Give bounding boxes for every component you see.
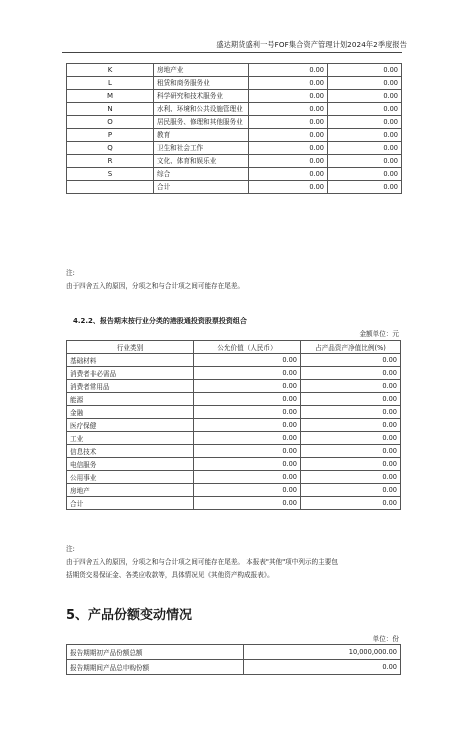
nav-ratio: 0.00 [301, 380, 401, 393]
note-text-line-1: 由于四舍五入的原因，分项之和与合计项之间可能存在尾差。 本报表"其他"项中列示的主要包 [66, 558, 338, 566]
nav-ratio: 0.00 [328, 129, 402, 142]
note-block-1 [66, 267, 244, 293]
industry-name: 房地产 [67, 484, 194, 497]
fair-value: 0.00 [194, 471, 301, 484]
industry-name: 卫生和社会工作 [154, 142, 249, 155]
table-row [67, 90, 402, 103]
note-label: 注: [66, 545, 75, 553]
industry-code: P [67, 129, 154, 142]
nav-ratio: 0.00 [328, 64, 402, 77]
fair-value: 0.00 [194, 393, 301, 406]
industry-name: 消费者常用品 [67, 380, 194, 393]
hk-connect-industry-table [66, 340, 401, 510]
fair-value: 0.00 [249, 77, 328, 90]
note-text: 由于四舍五入的原因，分项之和与合计项之间可能存在尾差。 [66, 282, 245, 290]
nav-ratio: 0.00 [328, 181, 402, 194]
table-row [67, 445, 401, 458]
nav-ratio: 0.00 [301, 445, 401, 458]
fair-value: 0.00 [249, 142, 328, 155]
nav-ratio: 0.00 [328, 77, 402, 90]
table-row [67, 419, 401, 432]
fair-value: 0.00 [249, 64, 328, 77]
fair-value: 0.00 [249, 116, 328, 129]
fair-value: 0.00 [249, 90, 328, 103]
nav-ratio: 0.00 [328, 116, 402, 129]
industry-name: 公用事业 [67, 471, 194, 484]
nav-ratio: 0.00 [301, 393, 401, 406]
column-header-nav-ratio: 占产品资产净值比例(%) [301, 341, 401, 354]
industry-name: 科学研究和技术服务业 [154, 90, 249, 103]
nav-ratio: 0.00 [328, 168, 402, 181]
nav-ratio: 0.00 [301, 432, 401, 445]
share-item-label: 报告期期间产品总申购份额 [67, 660, 244, 675]
fair-value: 0.00 [194, 354, 301, 367]
industry-name: 电信服务 [67, 458, 194, 471]
table-row [67, 64, 402, 77]
industry-name: 综合 [154, 168, 249, 181]
table-row [67, 406, 401, 419]
table-row [67, 660, 401, 675]
nav-ratio: 0.00 [328, 155, 402, 168]
table-row [67, 484, 401, 497]
industry-code: S [67, 168, 154, 181]
table-row [67, 354, 401, 367]
table-row [67, 393, 401, 406]
industry-name: 水利、环境和公共设施管理业 [154, 103, 249, 116]
section-title-4-2-2: 4.2.2、报告期末按行业分类的港股通投资股票投资组合 [73, 317, 247, 325]
industry-code: Q [67, 142, 154, 155]
industry-code: O [67, 116, 154, 129]
nav-ratio: 0.00 [301, 367, 401, 380]
table-row-total [67, 181, 402, 194]
share-item-value: 10,000,000.00 [244, 645, 401, 660]
table-row [67, 155, 402, 168]
fair-value: 0.00 [194, 497, 301, 510]
industry-code: K [67, 64, 154, 77]
table-row [67, 380, 401, 393]
page-header: 盛达期货盛利一号FOF集合资产管理计划2024年2季度报告 [216, 40, 407, 49]
fair-value: 0.00 [194, 432, 301, 445]
industry-name: 居民服务、修理和其他服务业 [154, 116, 249, 129]
table-row [67, 103, 402, 116]
share-change-table [66, 644, 401, 675]
industry-name: 工业 [67, 432, 194, 445]
nav-ratio: 0.00 [301, 406, 401, 419]
table-row [67, 129, 402, 142]
nav-ratio: 0.00 [301, 471, 401, 484]
industry-name: 医疗保健 [67, 419, 194, 432]
table-row-total [67, 497, 401, 510]
fair-value: 0.00 [249, 168, 328, 181]
nav-ratio: 0.00 [328, 90, 402, 103]
table-row [67, 142, 402, 155]
fair-value: 0.00 [194, 367, 301, 380]
fair-value: 0.00 [194, 458, 301, 471]
industry-name: 消费者非必需品 [67, 367, 194, 380]
industry-name: 文化、体育和娱乐业 [154, 155, 249, 168]
note-block-2 [66, 543, 406, 582]
nav-ratio: 0.00 [301, 484, 401, 497]
nav-ratio: 0.00 [328, 103, 402, 116]
industry-name: 合计 [67, 497, 194, 510]
industry-code: R [67, 155, 154, 168]
share-item-value: 0.00 [244, 660, 401, 675]
fair-value: 0.00 [249, 129, 328, 142]
industry-code: N [67, 103, 154, 116]
table-row [67, 77, 402, 90]
table-row [67, 432, 401, 445]
header-divider [62, 52, 402, 53]
fair-value: 0.00 [249, 155, 328, 168]
table-row [67, 367, 401, 380]
industry-allocation-table [66, 63, 402, 194]
table-header-row [67, 341, 401, 354]
fair-value: 0.00 [194, 484, 301, 497]
note-text-line-2: 括期货交易保证金、各类应收款等，具体情况见《其他资产构成报表》。 [66, 571, 274, 579]
nav-ratio: 0.00 [301, 458, 401, 471]
industry-name: 合计 [154, 181, 249, 194]
table-row [67, 458, 401, 471]
nav-ratio: 0.00 [301, 497, 401, 510]
column-header-fair-value: 公允价值（人民币） [194, 341, 301, 354]
industry-name: 能源 [67, 393, 194, 406]
note-label: 注: [66, 269, 75, 277]
industry-name: 教育 [154, 129, 249, 142]
fair-value: 0.00 [194, 380, 301, 393]
industry-code [67, 181, 154, 194]
industry-name: 金融 [67, 406, 194, 419]
nav-ratio: 0.00 [328, 142, 402, 155]
section-title-5: 5、产品份额变动情况 [66, 608, 193, 623]
fair-value: 0.00 [194, 445, 301, 458]
table-row [67, 645, 401, 660]
share-unit: 单位：份 [372, 635, 399, 643]
share-item-label: 报告期期初产品份额总额 [67, 645, 244, 660]
fair-value: 0.00 [194, 406, 301, 419]
table-row [67, 168, 402, 181]
table-row [67, 116, 402, 129]
industry-name: 租赁和商务服务业 [154, 77, 249, 90]
industry-name: 房地产业 [154, 64, 249, 77]
fair-value: 0.00 [194, 419, 301, 432]
column-header-industry: 行业类别 [67, 341, 194, 354]
industry-code: L [67, 77, 154, 90]
industry-name: 信息技术 [67, 445, 194, 458]
table-row [67, 471, 401, 484]
nav-ratio: 0.00 [301, 354, 401, 367]
fair-value: 0.00 [249, 103, 328, 116]
fair-value: 0.00 [249, 181, 328, 194]
industry-name: 基础材料 [67, 354, 194, 367]
amount-unit: 金额单位：元 [359, 330, 399, 338]
industry-code: M [67, 90, 154, 103]
nav-ratio: 0.00 [301, 419, 401, 432]
